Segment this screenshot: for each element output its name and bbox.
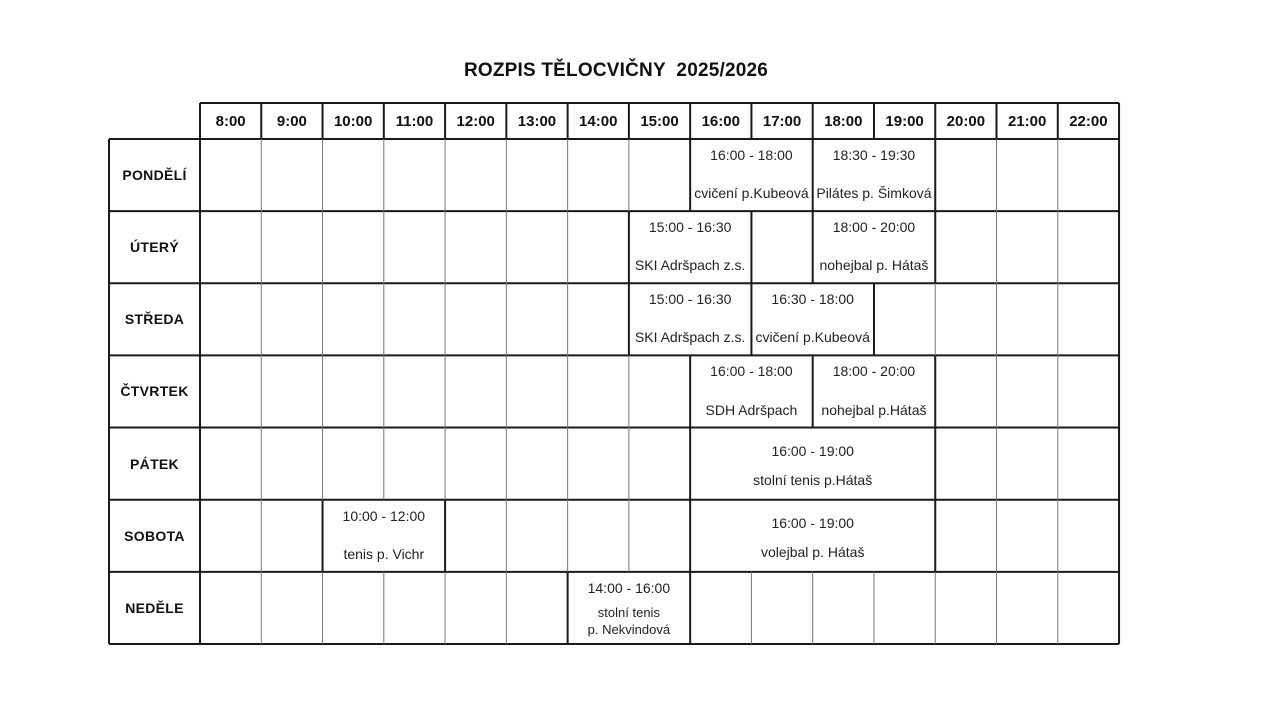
event-time: 14:00 - 16:00 <box>587 579 671 596</box>
hour-header: 10:00 <box>333 112 373 130</box>
event-time: 16:00 - 18:00 <box>710 147 793 163</box>
event-activity: nohejbal p. Hátaš <box>819 257 929 274</box>
event-activity: SKI Adršpach z.s. <box>634 329 746 346</box>
day-label: PÁTEK <box>130 455 179 472</box>
hour-header: 11:00 <box>395 112 434 130</box>
event-activity: tenis p. Vichr <box>343 545 425 562</box>
day-label: SOBOTA <box>124 527 185 544</box>
event-activity: Pilátes p. Šimková <box>816 185 932 202</box>
hour-header: 13:00 <box>517 112 557 130</box>
hour-header: 8:00 <box>215 112 246 130</box>
event-time: 18:30 - 19:30 <box>832 147 916 163</box>
event-time: 16:00 - 19:00 <box>771 442 854 459</box>
hour-header: 14:00 <box>579 112 618 130</box>
page-title: ROZPIS TĚLOCVIČNY 2025/2026 <box>463 60 769 81</box>
event-activity: stolní tenis <box>597 604 660 620</box>
event-time: 15:00 - 16:30 <box>648 291 732 308</box>
hour-header: 15:00 <box>640 112 679 130</box>
event-activity: cvičení p.Kubeová <box>755 329 870 346</box>
day-label: NEDĚLE <box>125 599 184 616</box>
day-label: PONDĚLÍ <box>122 167 187 184</box>
hour-header: 17:00 <box>762 112 802 130</box>
hour-header: 9:00 <box>276 112 307 130</box>
event-time: 15:00 - 16:30 <box>648 219 732 236</box>
event-activity: volejbal p. Hátaš <box>760 543 865 560</box>
event-time: 16:00 - 18:00 <box>710 363 793 380</box>
hour-header: 18:00 <box>824 112 863 130</box>
hour-header: 22:00 <box>1069 112 1108 130</box>
event-time: 10:00 - 12:00 <box>342 507 426 524</box>
event-activity: cvičení p.Kubeová <box>694 185 809 202</box>
event-time: 18:00 - 20:00 <box>832 363 916 380</box>
hour-header: 12:00 <box>456 112 495 130</box>
event-activity-line2: p. Nekvindová <box>587 621 671 637</box>
hour-header: 21:00 <box>1007 112 1047 130</box>
hour-header: 19:00 <box>885 112 924 130</box>
hour-header: 16:00 <box>701 112 740 130</box>
event-time: 16:30 - 18:00 <box>771 291 854 308</box>
event-activity: SKI Adršpach z.s. <box>634 257 746 274</box>
event-activity: SDH Adršpach <box>705 401 798 418</box>
event-time: 16:00 - 19:00 <box>771 514 854 531</box>
event-activity: nohejbal p.Hátaš <box>821 401 927 418</box>
day-label: STŘEDA <box>124 311 185 328</box>
day-label: ČTVRTEK <box>120 383 189 400</box>
hour-header: 20:00 <box>946 112 986 130</box>
day-label: ÚTERÝ <box>130 239 179 256</box>
event-time: 18:00 - 20:00 <box>832 219 916 236</box>
event-activity: stolní tenis p.Hátaš <box>753 471 873 488</box>
